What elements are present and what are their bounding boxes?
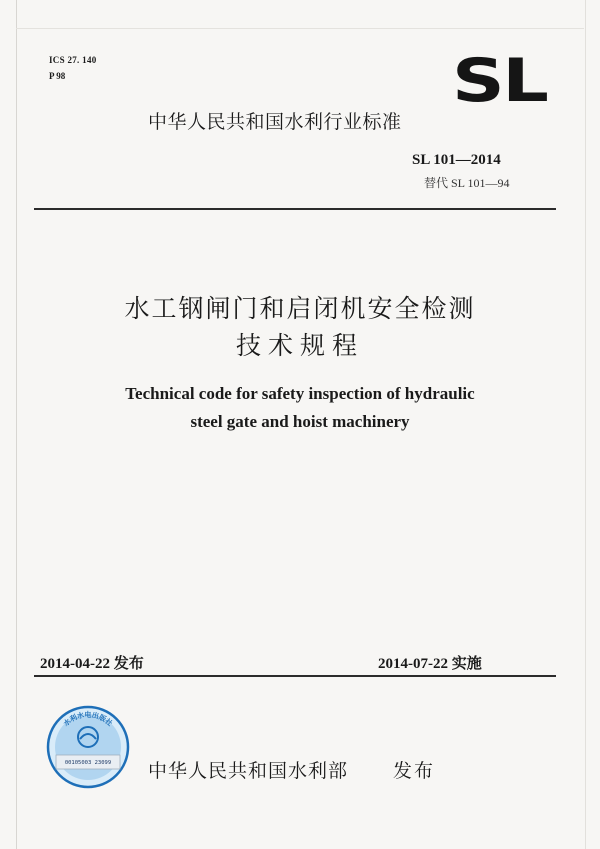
issue-date: 2014-04-22 发布 bbox=[40, 656, 144, 672]
page-edge-top bbox=[16, 28, 584, 29]
publisher-name: 中华人民共和国水利部 bbox=[148, 760, 349, 782]
seal-caption: 水利水电出版社 bbox=[62, 711, 114, 728]
industry-standard-label: 中华人民共和国水利行业标准 bbox=[148, 111, 402, 133]
replaces-standard: 替代 SL 101—94 bbox=[424, 176, 510, 190]
sl-logo: SL bbox=[452, 46, 547, 116]
header-divider bbox=[34, 208, 556, 210]
classification-code: P 98 bbox=[49, 71, 66, 81]
title-cn-line2: 技术规程 bbox=[235, 331, 364, 360]
implementation-date: 2014-07-22 实施 bbox=[378, 656, 482, 672]
standard-number: SL 101—2014 bbox=[412, 152, 501, 168]
ics-code: ICS 27. 140 bbox=[49, 55, 97, 65]
title-en-line2: steel gate and hoist machinery bbox=[190, 412, 410, 431]
anti-counterfeit-seal-icon bbox=[46, 705, 130, 789]
title-cn-line1: 水工钢闸门和启闭机安全检测 bbox=[124, 294, 476, 323]
seal-code: 00105003 23099 bbox=[64, 760, 112, 766]
footer-divider bbox=[34, 675, 556, 677]
title-en-line1: Technical code for safety inspection of hydraulic bbox=[125, 384, 475, 403]
publish-label: 发布 bbox=[393, 760, 436, 782]
